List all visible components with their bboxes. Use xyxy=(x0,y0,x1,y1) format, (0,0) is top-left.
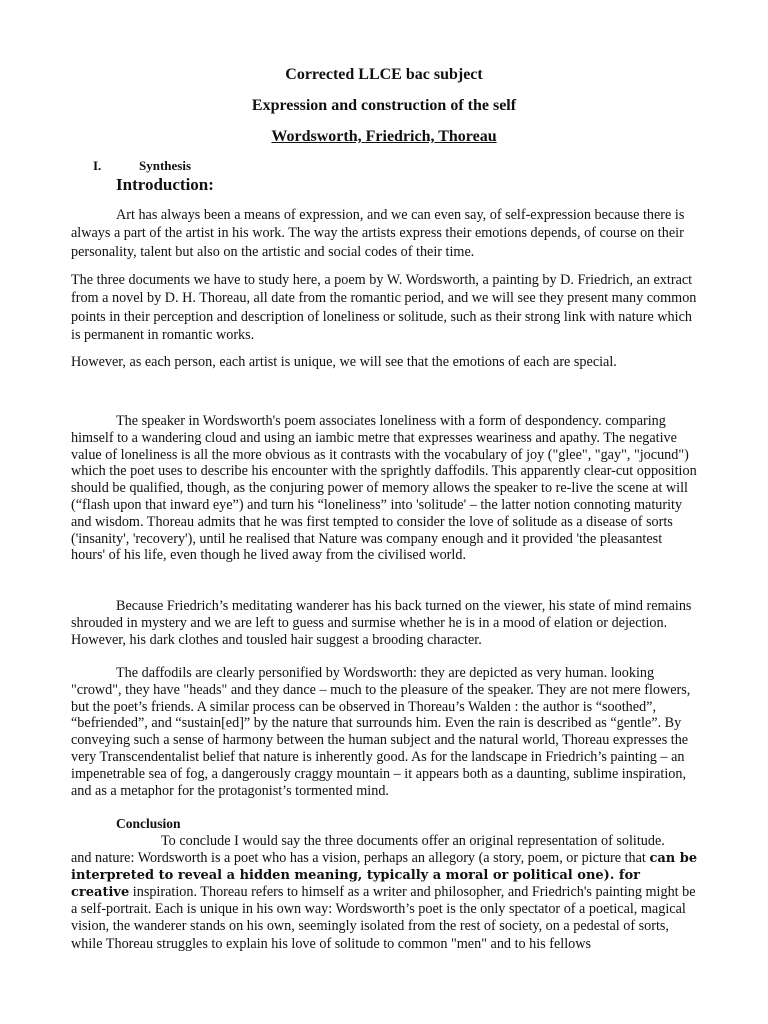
intro-paragraph-3: However, as each person, each artist is unique, we will see that the emotions of each are special. xyxy=(71,354,617,370)
document-authors: Wordsworth, Friedrich, Thoreau xyxy=(271,128,497,145)
conclusion-bold-definition: can be interpreted to reveal a hidden meaning, typically a moral or political one). for creative xyxy=(71,851,698,901)
document-title: Corrected LLCE bac subject xyxy=(285,66,483,83)
body-paragraph-daffodils: The daffodils are clearly personified by Wordsworth: they are depicted as very human. looking "crowd", they have "heads" and they dance – much to the pleasure of the speaker. They are not mere flowers, but the poet’s friends. A similar process can be observed in Thoreau’s Walden : the author is “soothed”, “befriended”, and “sustain[ed]” by the nature that surrounds him. Even the rain is described as “gentle”. By conveying such a sense of harmony between the human subject and the natural world, Thoreau expresses the very Transcendentalist belief that nature is inherently good. As for the landscape in Friedrich’s painting – an impenetrable sea of fog, a dangerously craggy mountain – it appears both as a daunting, sublime inspiration, and as a metaphor for the protagonist’s tormented mind. xyxy=(71,665,691,799)
document-subtitle: Expression and construction of the self xyxy=(251,97,517,114)
intro-paragraph-2: The three documents we have to study here, a poem by W. Wordsworth, a painting by D. Friedrich, an extract from a novel by D. H. Thoreau, all date from the romantic period, and we will see they present many common points in their perception and description of loneliness or solitude, such as their strong link with nature which is permanent in romantic works. xyxy=(71,272,697,343)
section-label: Synthesis xyxy=(139,158,192,173)
conclusion-heading: Conclusion xyxy=(116,816,181,831)
body-paragraph-friedrich: Because Friedrich’s meditating wanderer has his back turned on the viewer, his state of mind remains shrouded in mystery and we are left to guess and surmise whether he is in a mood of elation or dejection. However, his dark clothes and tousled hair suggest a brooding character. xyxy=(71,598,692,649)
section-heading xyxy=(93,158,191,174)
body-paragraph-wordsworth: The speaker in Wordsworth's poem associates loneliness with a form of despondency. comparing himself to a wandering cloud and using an iambic metre that expresses weariness and apathy. The negative value of loneliness is all the more obvious as it contrasts with the vocabulary of joy ("glee", "gay", "jocund") which the poet uses to describe his encounter with the sprightly daffodils. This apparently clear-cut opposition should be qualified, though, as the conjuring power of memory allows the speaker to re-live the scene at will (“flash upon that inward eye”) and turn his “loneliness” into 'solitude' – the latter notion connoting maturity and wisdom. Thoreau admits that he was first tempted to consider the love of solitude as a disease of sorts ('insanity', 'recovery'), until he realised that Nature was company enough and it provided 'the pleasantest hours' of his life, even though he lived away from the civilised world. xyxy=(71,413,697,564)
introduction-heading: Introduction: xyxy=(116,175,214,194)
conclusion-paragraph xyxy=(71,833,699,953)
section-number: I. xyxy=(93,158,102,173)
conclusion-part-1: and nature: Wordsworth is a poet who has a vision, perhaps an allegory (a story, poem, or picture that xyxy=(71,850,650,867)
conclusion-lead: To conclude I would say the three documents offer an original representation of solitude. xyxy=(161,833,665,849)
conclusion-part-2: inspiration. Thoreau refers to himself as a writer and philosopher, and Friedrich's painting might be a self-portrait. Each is unique in his own way: Wordsworth’s poet is the only spectator of a poetical, magical vision, the wanderer stands on his own, seemingly isolated from the rest of society, on a pedestal of sorts, while Thoreau struggles to explain his love of solitude to common "men" and to his fellows xyxy=(71,884,696,952)
intro-paragraph-1: Art has always been a means of expression, and we can even say, of self-expression because there is always a part of the artist in his work. The way the artists express their emotions depends, of course on their personality, talent but also on the artistic and social codes of their time. xyxy=(71,207,685,260)
